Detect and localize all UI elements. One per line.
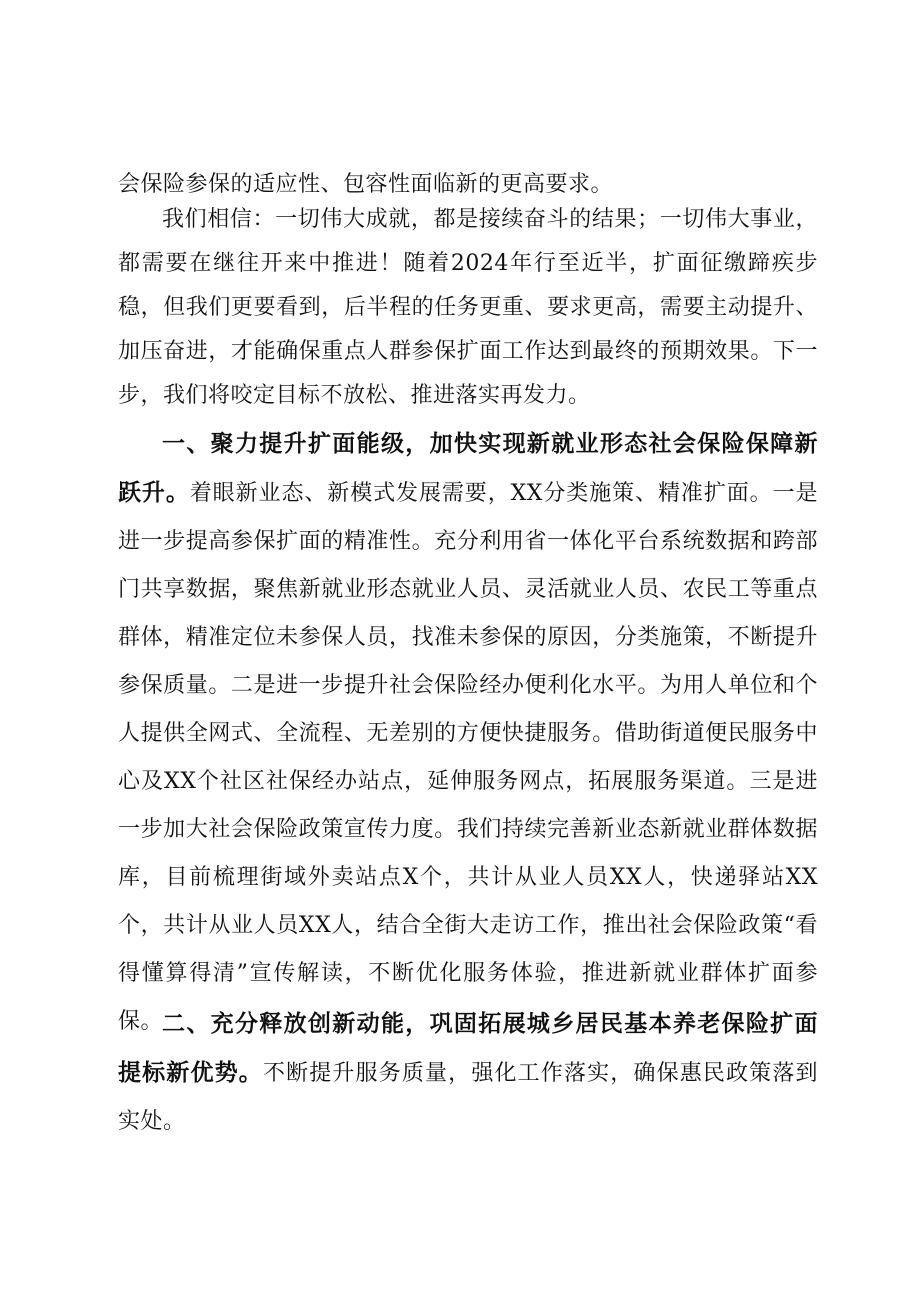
paragraph-belief: 我们相信：一切伟大成就，都是接续奋斗的结果；一切伟大事业，都需要在继往开来中推进！随着2024年行至近半，扩面征缴蹄疾步稳，但我们更要看到，后半程的任务更重、要求更高，需要主动提升、加压奋进，才能确保重点人群参保扩面工作达到最终的预期效果。下一步，我们将咬定目标不放松、推进落实再发力。 [118, 207, 818, 408]
section-2-heading: 二、充分释放创新动能，巩固拓展城乡居民基本养老保险扩面提标新优势。 [118, 1011, 818, 1086]
section-2-paragraph [118, 1000, 818, 1146]
section-1-paragraph [118, 420, 818, 1046]
section-1-heading: 一、聚力提升扩面能级，加快实现新就业形态社会保险保障新跃升。 [118, 431, 818, 506]
paragraph-continuation: 会保险参保的适应性、包容性面临新的更高要求。 [118, 172, 614, 197]
section-2-body: 不断提升服务质量，强化工作落实，确保惠民政策落到实处。 [118, 1061, 818, 1134]
section-1-body: 着眼新业态、新模式发展需要，XX分类施策、精准扩面。一是进一步提高参保扩面的精准性。充分利用省一体化平台系统数据和跨部门共享数据，聚焦新就业形态就业人员、灵活就业人员、农民工等重点群体，精准定位未参保人员，找准未参保的原因，分类施策，不断提升参保质量。二是进一步提升社会保险经办便利化水平。为用人单位和个人提供全网式、全流程、无差别的方便快捷服务。借助街道便民服务中心及XX个社区社保经办站点，延伸服务网点，拓展服务渠道。三是进一步加大社会保险政策宣传力度。我们持续完善新业态新就业群体数据库，目前梳理街域外卖站点X个，共计从业人员XX人，快递驿站XX个，共计从业人员XX人，结合全街大走访工作，推出社会保险政策“看得懂算得清”宣传解读，不断优化服务体验，推进新就业群体扩面参保。 [118, 481, 819, 1034]
